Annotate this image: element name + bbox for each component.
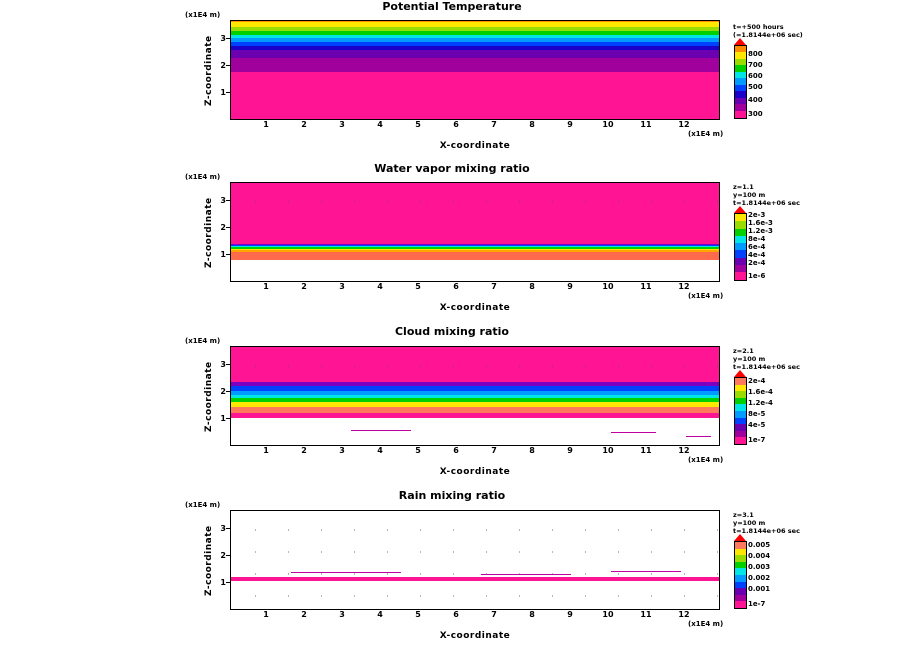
- colorbar-tick: 2e-4: [748, 377, 766, 385]
- colorbar-segment: [735, 85, 746, 91]
- x-tick: 3: [339, 446, 345, 455]
- colorbar-segment: [735, 542, 746, 549]
- band-light-blue: [231, 391, 719, 395]
- colorbar-tick: 1e-7: [748, 600, 766, 608]
- x-tick: 2: [301, 120, 307, 129]
- colorbar-segment: [735, 562, 746, 569]
- x-tick: 6: [453, 282, 459, 291]
- x-tick: 1: [263, 120, 269, 129]
- colorbar: [734, 213, 747, 281]
- colorbar-tick: 1.2e-4: [748, 399, 773, 407]
- panel-title: Cloud mixing ratio: [394, 325, 509, 338]
- plot-area[interactable]: [230, 510, 720, 610]
- x-tick: 3: [339, 282, 345, 291]
- x-tick: 8: [529, 610, 535, 619]
- band-background-white: [231, 260, 719, 281]
- x-tick: 9: [567, 282, 573, 291]
- band-dark-blue: [231, 46, 719, 50]
- band-light-blue: [231, 38, 719, 42]
- x-tick: 2: [301, 446, 307, 455]
- y-axis-label: Z-coordinate: [204, 525, 214, 596]
- colorbar-tick: 2e-3: [748, 211, 766, 219]
- colorbar-segment: [735, 258, 746, 265]
- x-tick: 1: [263, 610, 269, 619]
- colorbar-segment: [735, 588, 746, 595]
- x-tick: 6: [453, 120, 459, 129]
- x-tick: 11: [640, 610, 652, 619]
- panel-title: Potential Temperature: [382, 0, 522, 13]
- y-tick-mark: [226, 528, 230, 529]
- colorbar-tick: 0.001: [748, 585, 771, 593]
- y-tick: 3: [220, 34, 226, 43]
- band-blue: [231, 42, 719, 46]
- x-tick: 7: [491, 120, 497, 129]
- colorbar-segment: [735, 250, 746, 257]
- x-tick: 1: [263, 446, 269, 455]
- x-axis-label: X-coordinate: [439, 467, 511, 477]
- x-tick: 3: [339, 120, 345, 129]
- band-magenta-low: [231, 413, 719, 418]
- y-tick: 1: [220, 578, 226, 587]
- x-tick: 12: [678, 282, 690, 291]
- band-orange: [231, 250, 719, 251]
- colorbar-tick: 6e-4: [748, 243, 766, 251]
- band-magenta-top: [231, 347, 719, 382]
- x-tick: 2: [301, 282, 307, 291]
- contour-trace: [291, 572, 401, 573]
- band-violet: [231, 50, 719, 58]
- x-tick: 10: [602, 120, 614, 129]
- colorbar-tick: 1.6e-4: [748, 388, 773, 396]
- band-blue: [231, 386, 719, 390]
- y-tick-mark: [226, 92, 230, 93]
- colorbar-tick: 4e-5: [748, 421, 766, 429]
- x-units-label: (x1E4 m): [688, 130, 724, 138]
- x-tick: 12: [678, 120, 690, 129]
- colorbar-arrow-icon: [734, 534, 746, 541]
- x-tick: 7: [491, 610, 497, 619]
- y-tick-mark: [226, 582, 230, 583]
- y-units-label: (x1E4 m): [185, 501, 221, 509]
- panel-meta-line: t=1.8144e+06 sec: [733, 199, 800, 207]
- colorbar-segment: [735, 221, 746, 228]
- band-green: [231, 31, 719, 35]
- band-cyan: [231, 395, 719, 399]
- contour-trace: [351, 430, 411, 431]
- band-orange-top: [231, 21, 719, 22]
- x-tick: 5: [415, 610, 421, 619]
- band-mid-purple: [231, 58, 719, 72]
- panel-meta-line: y=100 m: [733, 519, 766, 527]
- x-tick: 11: [640, 446, 652, 455]
- y-tick: 3: [220, 524, 226, 533]
- band-background-white: [231, 511, 719, 609]
- y-tick-mark: [226, 555, 230, 556]
- colorbar-segment: [735, 72, 746, 78]
- colorbar-segment: [735, 265, 746, 272]
- colorbar-tick: 1.2e-3: [748, 227, 773, 235]
- y-tick: 3: [220, 360, 226, 369]
- y-tick-mark: [226, 418, 230, 419]
- band-magenta-upper: [231, 183, 719, 244]
- colorbar-segment: [735, 398, 746, 405]
- x-tick: 12: [678, 610, 690, 619]
- y-tick: 2: [220, 61, 226, 70]
- x-tick: 6: [453, 610, 459, 619]
- colorbar-tick: 700: [748, 61, 763, 69]
- x-tick: 3: [339, 610, 345, 619]
- band-surface-lower: [231, 72, 719, 119]
- contour-trace: [686, 436, 711, 437]
- panel-meta-line: t=1.8144e+06 sec: [733, 527, 800, 535]
- colorbar-tick: 500: [748, 83, 763, 91]
- x-tick: 8: [529, 120, 535, 129]
- x-axis-label: X-coordinate: [439, 141, 511, 151]
- x-tick: 6: [453, 446, 459, 455]
- colorbar-arrow-icon: [734, 38, 746, 45]
- panel-meta-line: y=100 m: [733, 191, 766, 199]
- x-units-label: (x1E4 m): [688, 620, 724, 628]
- contour-fill: [231, 21, 719, 119]
- y-tick-mark: [226, 227, 230, 228]
- contour-trace: [611, 571, 681, 572]
- contour-trace: [481, 574, 571, 575]
- panel-rain-mixing-ratio: [0, 484, 904, 654]
- contour-fill: [231, 183, 719, 281]
- colorbar-tick: 1e-7: [748, 436, 766, 444]
- y-axis-label: Z-coordinate: [204, 35, 214, 106]
- band-yellow: [231, 22, 719, 27]
- y-tick: 3: [220, 196, 226, 205]
- x-tick: 11: [640, 120, 652, 129]
- panel-cloud-mixing-ratio: [0, 322, 904, 484]
- y-tick: 1: [220, 414, 226, 423]
- colorbar-segment: [735, 549, 746, 556]
- colorbar-segment: [735, 229, 746, 236]
- x-tick: 12: [678, 446, 690, 455]
- band-salmon-low: [231, 252, 719, 260]
- band-purple: [231, 382, 719, 386]
- band-cyan: [231, 35, 719, 39]
- colorbar-tick: 4e-4: [748, 251, 766, 259]
- band-green: [231, 398, 719, 402]
- colorbar-segment: [735, 104, 746, 110]
- plot-area[interactable]: [230, 20, 720, 120]
- colorbar-segment: [735, 431, 746, 438]
- plot-area[interactable]: [230, 346, 720, 446]
- x-tick: 8: [529, 446, 535, 455]
- panel-potential-temperature: [0, 0, 904, 160]
- x-tick: 10: [602, 282, 614, 291]
- colorbar-segment: [735, 424, 746, 431]
- colorbar-segment: [735, 214, 746, 221]
- colorbar-tick: 0.005: [748, 541, 771, 549]
- x-tick: 5: [415, 446, 421, 455]
- colorbar-segment: [735, 272, 746, 280]
- x-tick: 4: [377, 610, 383, 619]
- colorbar-tick: 8e-4: [748, 235, 766, 243]
- y-units-label: (x1E4 m): [185, 173, 221, 181]
- colorbar-segment: [735, 595, 746, 602]
- colorbar-segment: [735, 98, 746, 104]
- colorbar-tick: 0.004: [748, 552, 771, 560]
- panel-meta-line: z=2.1: [733, 347, 754, 355]
- x-tick: 11: [640, 282, 652, 291]
- panel-water-vapor-mixing-ratio: [0, 160, 904, 322]
- colorbar-segment: [735, 418, 746, 425]
- colorbar-segment: [735, 411, 746, 418]
- colorbar-arrow-icon: [734, 206, 746, 213]
- y-units-label: (x1E4 m): [185, 11, 221, 19]
- contour-trace: [611, 432, 656, 433]
- x-tick: 9: [567, 446, 573, 455]
- colorbar-segment: [735, 391, 746, 398]
- plot-area[interactable]: [230, 182, 720, 282]
- colorbar-tick: 1.6e-3: [748, 219, 773, 227]
- panel-title: Rain mixing ratio: [398, 489, 506, 502]
- x-tick: 1: [263, 282, 269, 291]
- colorbar-segment: [735, 236, 746, 243]
- x-tick: 9: [567, 120, 573, 129]
- x-tick: 9: [567, 610, 573, 619]
- x-tick: 4: [377, 282, 383, 291]
- panel-meta-line: (=1.8144e+06 sec): [733, 31, 803, 39]
- contour-fill: [231, 347, 719, 445]
- band-magenta-thin: [231, 577, 719, 581]
- colorbar-segment: [735, 385, 746, 392]
- colorbar-tick: 800: [748, 50, 763, 58]
- colorbar-tick: 300: [748, 110, 763, 118]
- y-tick-mark: [226, 65, 230, 66]
- y-tick-mark: [226, 200, 230, 201]
- y-tick-mark: [226, 254, 230, 255]
- colorbar-segment: [735, 568, 746, 575]
- band-yellow: [231, 249, 719, 250]
- x-tick: 10: [602, 446, 614, 455]
- x-tick: 7: [491, 446, 497, 455]
- colorbar-tick: 600: [748, 72, 763, 80]
- panel-meta-line: t=+500 hours: [733, 23, 784, 31]
- panel-meta-line: z=3.1: [733, 511, 754, 519]
- colorbar-tick: 0.002: [748, 574, 771, 582]
- colorbar-tick: 2e-4: [748, 259, 766, 267]
- y-tick-mark: [226, 364, 230, 365]
- panel-meta-line: t=1.8144e+06 sec: [733, 363, 800, 371]
- colorbar-segment: [735, 52, 746, 58]
- colorbar-arrow-icon: [734, 370, 746, 377]
- panel-title: Water vapor mixing ratio: [374, 162, 530, 175]
- x-tick: 4: [377, 120, 383, 129]
- x-tick: 7: [491, 282, 497, 291]
- y-tick-mark: [226, 38, 230, 39]
- colorbar-segment: [735, 601, 746, 608]
- band-yellow: [231, 402, 719, 407]
- panel-meta-line: y=100 m: [733, 355, 766, 363]
- y-tick: 1: [220, 88, 226, 97]
- y-tick: 2: [220, 551, 226, 560]
- colorbar-segment: [735, 111, 746, 118]
- colorbar-segment: [735, 575, 746, 582]
- band-cyan: [231, 246, 719, 247]
- x-tick: 5: [415, 120, 421, 129]
- band-purple: [231, 244, 719, 245]
- y-axis-label: Z-coordinate: [204, 361, 214, 432]
- x-tick: 2: [301, 610, 307, 619]
- y-tick-mark: [226, 391, 230, 392]
- panel-meta-line: z=1.1: [733, 183, 754, 191]
- colorbar-tick: 0.003: [748, 563, 771, 571]
- band-blue: [231, 245, 719, 246]
- y-units-label: (x1E4 m): [185, 337, 221, 345]
- colorbar-tick: 8e-5: [748, 410, 766, 418]
- y-axis-label: Z-coordinate: [204, 197, 214, 268]
- x-units-label: (x1E4 m): [688, 292, 724, 300]
- colorbar: [734, 45, 747, 119]
- contour-fill: [231, 511, 719, 609]
- y-tick: 1: [220, 250, 226, 259]
- colorbar-segment: [735, 437, 746, 444]
- x-axis-label: X-coordinate: [439, 303, 511, 313]
- y-tick: 2: [220, 223, 226, 232]
- x-tick: 5: [415, 282, 421, 291]
- colorbar-segment: [735, 78, 746, 84]
- colorbar: [734, 541, 747, 609]
- colorbar-segment: [735, 582, 746, 589]
- x-tick: 10: [602, 610, 614, 619]
- band-green: [231, 247, 719, 248]
- colorbar-segment: [735, 378, 746, 385]
- colorbar-segment: [735, 404, 746, 411]
- colorbar-segment: [735, 243, 746, 250]
- colorbar: [734, 377, 747, 445]
- band-yellow-green: [231, 27, 719, 30]
- colorbar-tick: 1e-6: [748, 272, 766, 280]
- x-tick: 8: [529, 282, 535, 291]
- y-tick: 2: [220, 387, 226, 396]
- band-salmon: [231, 407, 719, 412]
- colorbar-segment: [735, 59, 746, 65]
- x-tick: 4: [377, 446, 383, 455]
- colorbar-segment: [735, 555, 746, 562]
- colorbar-tick: 400: [748, 96, 763, 104]
- x-units-label: (x1E4 m): [688, 456, 724, 464]
- x-axis-label: X-coordinate: [439, 631, 511, 641]
